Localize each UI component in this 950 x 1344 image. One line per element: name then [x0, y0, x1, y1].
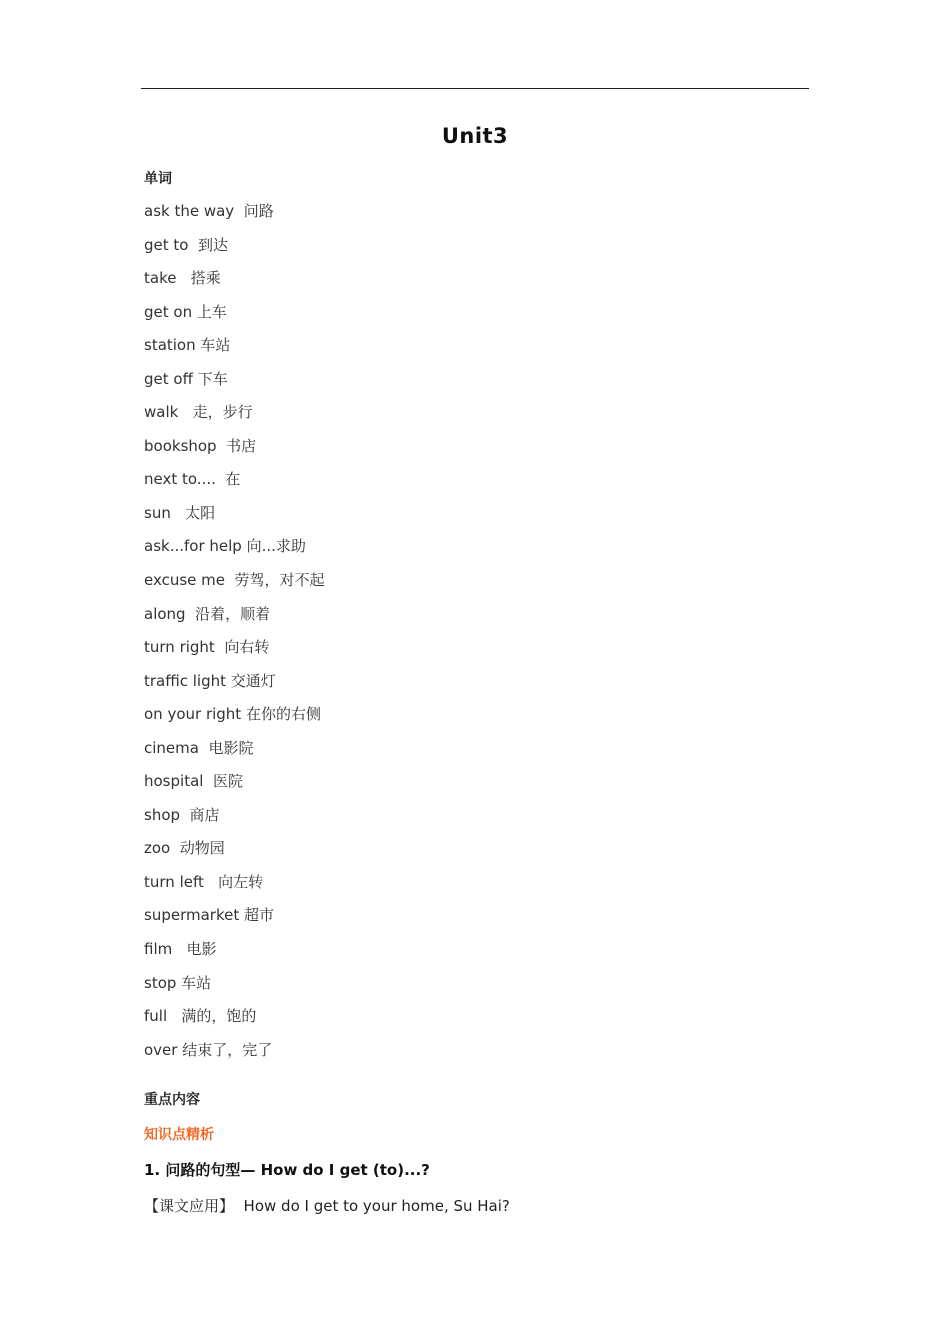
vocab-item: along 沿着，顺着	[144, 604, 271, 623]
vocab-item: get on 上车	[144, 302, 227, 321]
vocab-item: station 车站	[144, 336, 231, 355]
vocab-item: take 搭乘	[144, 269, 221, 288]
vocab-list	[144, 200, 325, 1072]
vocab-item: sun 太阳	[144, 503, 216, 522]
vocab-item: cinema 电影院	[144, 738, 254, 757]
vocab-item: excuse me 劳驾，对不起	[144, 571, 325, 590]
application-label: 【课文应用】	[144, 1197, 235, 1215]
vocab-item: ask the way 问路	[144, 202, 274, 220]
vocab-item: stop 车站	[144, 973, 212, 992]
vocab-item: zoo 动物园	[144, 839, 225, 858]
vocab-item: next to.... 在	[144, 470, 241, 489]
header-rule	[141, 88, 809, 89]
vocab-section-heading: 单词	[144, 171, 172, 187]
application-sentence: How do I get to your home, Su Hai?	[234, 1197, 510, 1215]
vocab-item: ask...for help 向...求助	[144, 537, 306, 556]
vocab-item: on your right 在你的右侧	[144, 705, 321, 724]
vocab-item: supermarket 超市	[144, 906, 274, 925]
vocab-item: over 结束了，完了	[144, 1040, 273, 1059]
vocab-item: shop 商店	[144, 805, 220, 824]
vocab-item: turn left 向左转	[144, 872, 264, 891]
vocab-item: turn right 向右转	[144, 638, 270, 657]
vocab-item: traffic light 交通灯	[144, 671, 276, 690]
point-1-heading: 1. 问路的句型— How do I get (to)...?	[144, 1161, 430, 1179]
vocab-item: full 满的，饱的	[144, 1007, 257, 1026]
vocab-item: get to 到达	[144, 235, 228, 254]
page-title: Unit3	[441, 124, 509, 148]
vocab-item: hospital 医院	[144, 772, 243, 791]
vocab-item: walk 走，步行	[144, 403, 253, 422]
vocab-item: film 电影	[144, 940, 217, 959]
key-content-heading: 重点内容	[144, 1092, 200, 1108]
vocab-item: bookshop 书店	[144, 436, 257, 455]
text-application	[144, 1195, 510, 1216]
knowledge-points-heading: 知识点精析	[144, 1127, 214, 1143]
vocab-item: get off 下车	[144, 369, 228, 388]
